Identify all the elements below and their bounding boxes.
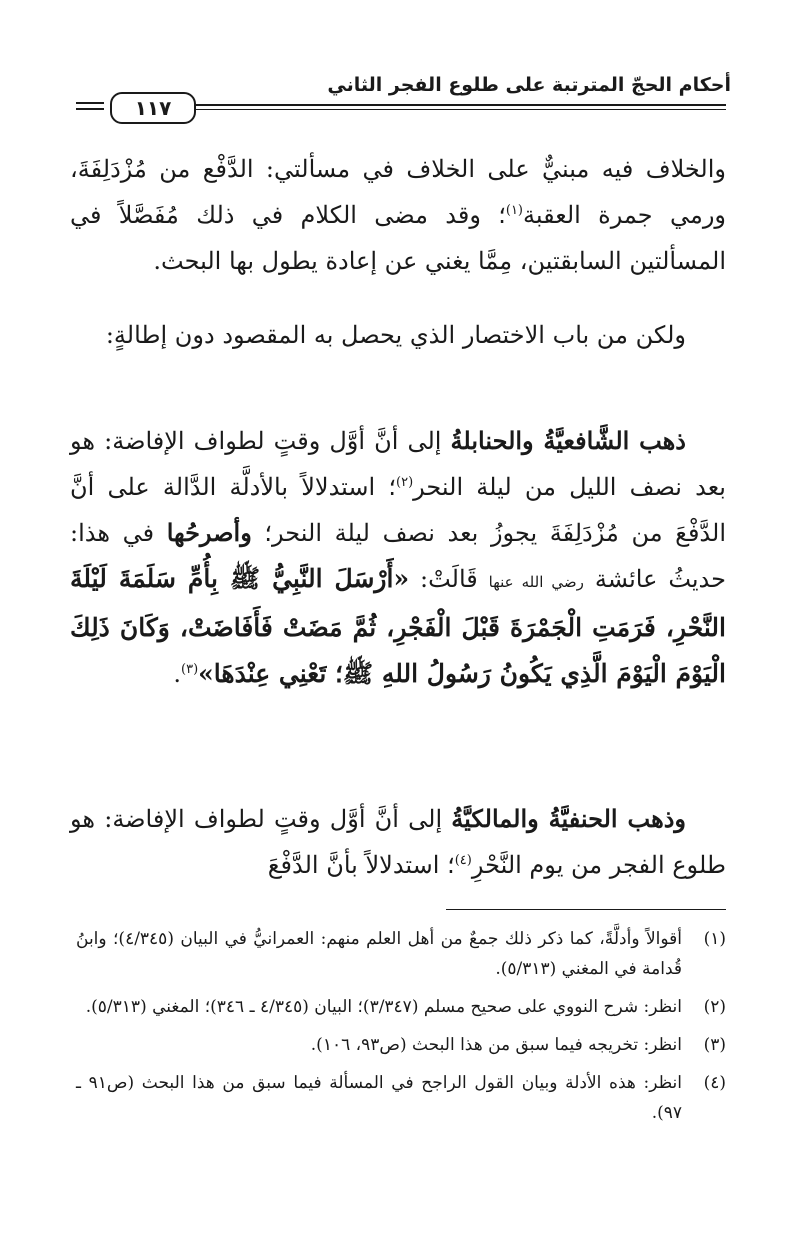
paragraph-3-lead-2: وأصرحُها bbox=[166, 518, 252, 547]
footnote-number: (٤) bbox=[703, 1073, 726, 1093]
paragraph-2 bbox=[70, 312, 726, 358]
paragraph-3 bbox=[70, 418, 726, 697]
paragraph-4 bbox=[70, 796, 726, 888]
footnote-separator bbox=[446, 909, 726, 910]
honorific-mark: رضي الله عنها bbox=[488, 573, 584, 591]
paragraph-3-a: إلى أنَّ أوَّل وقتٍ لطواف الإفاضة: هو بعد نصف الليل من ليلة النحر bbox=[70, 427, 726, 501]
footnote-text: انظر: هذه الأدلة وبيان القول الراجح في المسألة فيما سبق من هذا البحث (ص٩١ ـ ٩٧). bbox=[76, 1073, 683, 1123]
footnote-1 bbox=[76, 924, 726, 984]
footnote-3 bbox=[76, 1030, 726, 1060]
footnote-number: (١) bbox=[703, 929, 726, 949]
footnote-ref-1[interactable]: (١) bbox=[505, 203, 523, 218]
footnote-4 bbox=[76, 1068, 726, 1128]
footnote-ref-4[interactable]: (٤) bbox=[454, 853, 472, 868]
header-rule-left-top bbox=[76, 102, 104, 104]
footnotes bbox=[76, 924, 726, 1136]
footnote-ref-3[interactable]: (٣) bbox=[181, 662, 199, 677]
paragraph-4-b: ؛ استدلالاً بأنَّ الدَّفْعَ bbox=[267, 851, 455, 879]
header-rule-left-bottom bbox=[76, 108, 104, 110]
header-rule-thick bbox=[196, 104, 726, 106]
paragraph-3-lead: ذهب الشَّافعيَّةُ والحنابلةُ bbox=[450, 426, 686, 455]
paragraph-3-c: في هذا: حديثُ عائشة bbox=[70, 519, 726, 593]
header-ornament bbox=[76, 92, 726, 132]
page-number: ١١٧ bbox=[110, 92, 196, 124]
paragraph-4-lead: وذهب الحنفيَّةُ والمالكيَّةُ bbox=[451, 804, 686, 833]
hadith-quote: «أَرْسَلَ النَّبِيُّ ﷺ بِأُمِّ سَلَمَةَ لَيْلَةَ النَّحْرِ، فَرَمَتِ الْجَمْرَةَ قَبْلَ الْفَجْرِ، ثُمَّ مَضَتْ فَأَفَاضَتْ، وَكَانَ ذَلِكَ الْيَوْمَ الْيَوْمَ الَّذِي يَكُونُ رَسُولُ اللهِ ﷺ؛ تَعْنِي عِنْدَهَا» bbox=[70, 564, 726, 688]
paragraph-1 bbox=[70, 146, 726, 284]
footnote-number: (٣) bbox=[703, 1035, 726, 1055]
paragraph-3-end: . bbox=[173, 660, 182, 688]
footnote-2 bbox=[76, 992, 726, 1022]
footnote-text: انظر: تخريجه فيما سبق من هذا البحث (ص٩٣، ١٠٦). bbox=[310, 1035, 682, 1055]
footnote-number: (٢) bbox=[703, 997, 726, 1017]
running-title: أحكام الحجّ المترتبة على طلوع الفجر الثاني bbox=[327, 74, 731, 96]
paragraph-2-text: ولكن من باب الاختصار الذي يحصل به المقصود دون إطالةٍ: bbox=[105, 321, 686, 349]
paragraph-4-a: إلى أنَّ أوَّل وقتٍ لطواف الإفاضة: هو طلوع الفجر من يوم النَّحْرِ bbox=[70, 805, 726, 879]
footnote-text: أقوالاً وأدلَّةً، كما ذكر ذلك جمعٌ من أهل العلم منهم: العمرانيُّ في البيان (٤/٣٤٥)؛ وابنُ قُدامة في المغني (٥/٣١٣). bbox=[76, 929, 683, 979]
footnote-text: انظر: شرح النووي على صحيح مسلم (٣/٣٤٧)؛ البيان (٤/٣٤٥ ـ ٣٤٦)؛ المغني (٥/٣١٣). bbox=[85, 997, 682, 1017]
header-rule-thin bbox=[196, 109, 726, 110]
paragraph-1-rest: ؛ وقد مضى الكلام في ذلك مُفَصَّلاً في المسألتين السابقتين، مِمَّا يغني عن إعادة يطول بها البحث. bbox=[70, 201, 726, 275]
paragraph-1-text: والخلاف فيه مبنيٌّ على الخلاف في مسألتي: الدَّفْع من مُزْدَلِفَةَ، ورمي جمرة العقبة bbox=[70, 155, 726, 229]
paragraph-3-b: ؛ استدلالاً بالأدلَّة الدَّالة على أنَّ الدَّفْعَ من مُزْدَلِفَةَ يجوزُ بعد نصف ليلة النحر؛ bbox=[70, 473, 726, 547]
footnote-ref-2[interactable]: (٢) bbox=[396, 475, 414, 490]
paragraph-3-d: قَالَتْ: bbox=[409, 565, 489, 593]
